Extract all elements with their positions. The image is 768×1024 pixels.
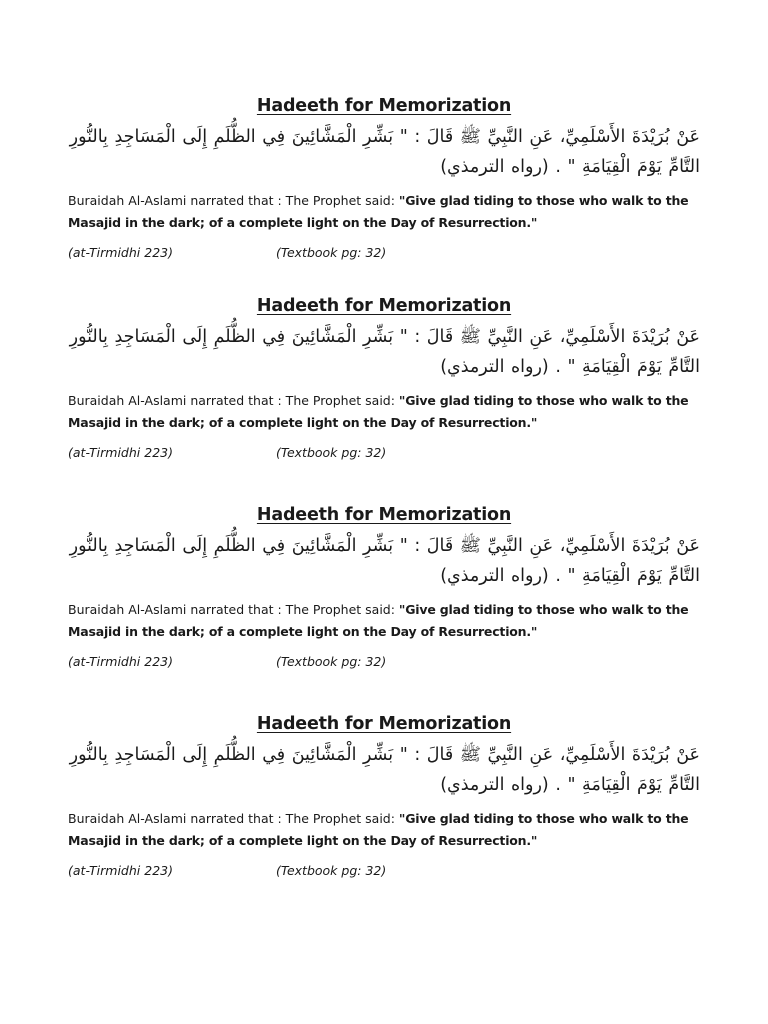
narration-quote: "Give glad tiding to those who walk to the Masajid in the dark; of a complete light on the Day of Resurrection." bbox=[68, 193, 689, 230]
references bbox=[68, 653, 700, 671]
references bbox=[68, 444, 700, 462]
reference-textbook: (Textbook pg: 32) bbox=[276, 863, 387, 878]
references bbox=[68, 244, 700, 262]
hadeeth-block-1 bbox=[68, 94, 700, 262]
arabic-line-2: التَّامِّ يَوْمَ الْقِيَامَةِ " . (رواه الترمذي) bbox=[440, 157, 700, 177]
arabic-text bbox=[68, 531, 700, 591]
narration-intro: Buraidah Al-Aslami narrated that : The Prophet said: bbox=[68, 193, 399, 208]
hadeeth-title: Hadeeth for Memorization bbox=[256, 505, 512, 525]
arabic-line-1: عَنْ بُرَيْدَةَ الأَسْلَمِيِّ، عَنِ النَّبِيِّ ﷺ قَالَ : " بَشِّرِ الْمَشَّائِينَ فِي الظُّلَمِ إِلَى الْمَسَاجِدِ بِالنُّورِ bbox=[69, 327, 700, 347]
hadeeth-block-3 bbox=[68, 503, 700, 671]
narration-quote: "Give glad tiding to those who walk to the Masajid in the dark; of a complete light on the Day of Resurrection." bbox=[68, 393, 689, 430]
arabic-text bbox=[68, 322, 700, 382]
arabic-line-2: التَّامِّ يَوْمَ الْقِيَامَةِ " . (رواه الترمذي) bbox=[440, 775, 700, 795]
hadeeth-title: Hadeeth for Memorization bbox=[256, 296, 512, 316]
arabic-text bbox=[68, 740, 700, 800]
hadeeth-block-2 bbox=[68, 294, 700, 462]
reference-textbook: (Textbook pg: 32) bbox=[276, 245, 387, 260]
arabic-line-2: التَّامِّ يَوْمَ الْقِيَامَةِ " . (رواه الترمذي) bbox=[440, 357, 700, 377]
english-translation bbox=[68, 599, 700, 643]
references bbox=[68, 862, 700, 880]
reference-tirmidhi: (at-Tirmidhi 223) bbox=[68, 654, 173, 669]
narration-quote: "Give glad tiding to those who walk to the Masajid in the dark; of a complete light on the Day of Resurrection." bbox=[68, 602, 689, 639]
arabic-line-1: عَنْ بُرَيْدَةَ الأَسْلَمِيِّ، عَنِ النَّبِيِّ ﷺ قَالَ : " بَشِّرِ الْمَشَّائِينَ فِي الظُّلَمِ إِلَى الْمَسَاجِدِ بِالنُّورِ bbox=[69, 745, 700, 765]
reference-textbook: (Textbook pg: 32) bbox=[276, 445, 387, 460]
reference-tirmidhi: (at-Tirmidhi 223) bbox=[68, 445, 173, 460]
english-translation bbox=[68, 190, 700, 234]
english-translation bbox=[68, 390, 700, 434]
arabic-text bbox=[68, 122, 700, 182]
hadeeth-block-4 bbox=[68, 712, 700, 880]
narration-intro: Buraidah Al-Aslami narrated that : The Prophet said: bbox=[68, 393, 399, 408]
narration-quote: "Give glad tiding to those who walk to the Masajid in the dark; of a complete light on the Day of Resurrection." bbox=[68, 811, 689, 848]
english-translation bbox=[68, 808, 700, 852]
arabic-line-1: عَنْ بُرَيْدَةَ الأَسْلَمِيِّ، عَنِ النَّبِيِّ ﷺ قَالَ : " بَشِّرِ الْمَشَّائِينَ فِي الظُّلَمِ إِلَى الْمَسَاجِدِ بِالنُّورِ bbox=[69, 536, 700, 556]
hadeeth-title: Hadeeth for Memorization bbox=[256, 714, 512, 734]
narration-intro: Buraidah Al-Aslami narrated that : The Prophet said: bbox=[68, 602, 399, 617]
reference-tirmidhi: (at-Tirmidhi 223) bbox=[68, 863, 173, 878]
reference-textbook: (Textbook pg: 32) bbox=[276, 654, 387, 669]
hadeeth-title: Hadeeth for Memorization bbox=[256, 96, 512, 116]
narration-intro: Buraidah Al-Aslami narrated that : The Prophet said: bbox=[68, 811, 399, 826]
arabic-line-1: عَنْ بُرَيْدَةَ الأَسْلَمِيِّ، عَنِ النَّبِيِّ ﷺ قَالَ : " بَشِّرِ الْمَشَّائِينَ فِي الظُّلَمِ إِلَى الْمَسَاجِدِ بِالنُّورِ bbox=[69, 127, 700, 147]
arabic-line-2: التَّامِّ يَوْمَ الْقِيَامَةِ " . (رواه الترمذي) bbox=[440, 566, 700, 586]
reference-tirmidhi: (at-Tirmidhi 223) bbox=[68, 245, 173, 260]
